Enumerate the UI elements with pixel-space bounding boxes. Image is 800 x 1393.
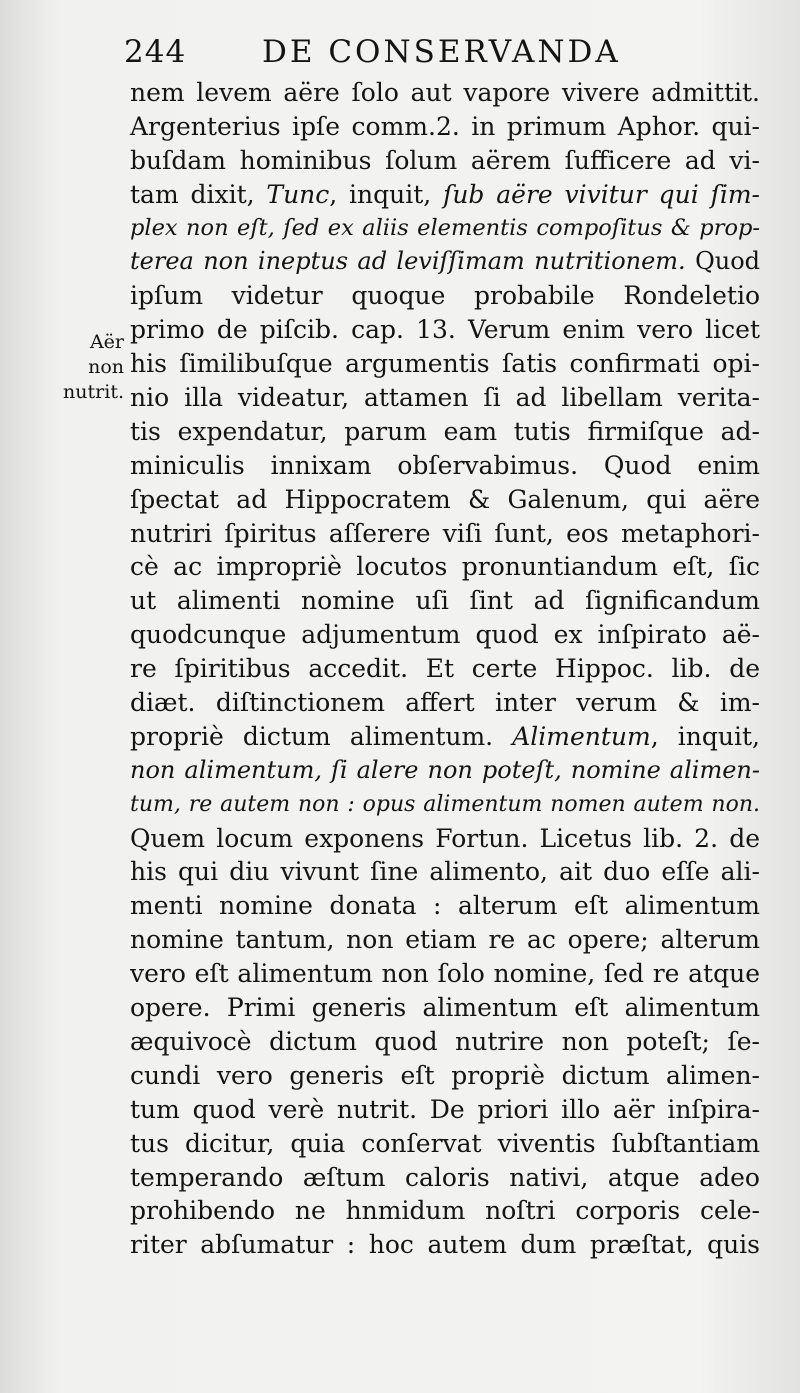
italic-text-segment: Alimentum bbox=[512, 721, 651, 751]
text-segment: tum quod verè nutrit. De priori illo aër inſpira- bbox=[130, 1094, 760, 1124]
text-line bbox=[130, 76, 760, 110]
text-segment: menti nomine donata : alterum eſt alimentum bbox=[130, 891, 760, 921]
text-segment: primo de piſcib. cap. 13. Verum enim vero licet bbox=[130, 315, 760, 345]
text-segment: Quem locum exponens Fortun. Licetus lib. 2. de bbox=[130, 823, 760, 853]
text-line bbox=[130, 550, 760, 584]
text-line bbox=[130, 517, 760, 551]
text-segment: vero eſt alimentum non ſolo nomine, ſed re atque bbox=[130, 959, 760, 989]
text-segment: buſdam hominibus ſolum aërem ſufficere ad vi- bbox=[130, 145, 760, 175]
italic-text-segment: ſub aëre vivitur qui ſim- bbox=[443, 179, 760, 209]
text-segment: tam dixit, bbox=[130, 179, 267, 209]
text-line bbox=[130, 212, 760, 246]
text-segment: diæt. diſtinctionem affert inter verum & im- bbox=[130, 688, 760, 718]
text-segment: nem levem aëre ſolo aut vapore vivere admittit. bbox=[130, 78, 760, 107]
text-segment: miniculis innixam obſervabimus. Quod enim bbox=[130, 450, 760, 480]
text-line bbox=[130, 313, 760, 347]
text-segment: , inquit, bbox=[650, 721, 760, 751]
text-segment: tis expendatur, parum eam tutis firmiſque ad- bbox=[130, 416, 760, 446]
text-segment: nomine tantum, non etiam re ac opere; alterum bbox=[130, 925, 760, 955]
text-line bbox=[130, 144, 760, 178]
text-segment: æquivocè dictum quod nutrire non poteſt; ſe- bbox=[130, 1026, 760, 1056]
italic-text-segment: plex non eſt, ſed ex aliis elementis compoſitus & prop- bbox=[130, 214, 760, 241]
text-line bbox=[130, 754, 760, 788]
text-line bbox=[130, 1194, 760, 1228]
text-line bbox=[130, 822, 760, 856]
text-segment: opere. Primi generis alimentum eſt alimentum bbox=[130, 993, 760, 1023]
text-segment: ut alimenti nomine uſi ſint ad ſignificandum bbox=[130, 586, 760, 616]
text-line bbox=[130, 686, 760, 720]
margin-note bbox=[26, 330, 124, 405]
page-number: 244 bbox=[124, 34, 187, 70]
text-segment: prohibendo ne hnmidum noſtri corporis cele- bbox=[130, 1196, 760, 1226]
page-header bbox=[124, 30, 724, 76]
text-line bbox=[130, 483, 760, 517]
text-line bbox=[130, 1025, 760, 1059]
margin-note-line: non bbox=[88, 356, 124, 378]
text-segment: Quod bbox=[685, 247, 761, 276]
text-line bbox=[130, 1127, 760, 1161]
text-line bbox=[130, 957, 760, 991]
text-line bbox=[130, 1093, 760, 1127]
text-segment: quodcunque adjumentum quod ex inſpirato aë- bbox=[130, 620, 760, 650]
text-line bbox=[130, 923, 760, 957]
text-segment: cundi vero generis eſt propriè dictum alimen- bbox=[130, 1060, 760, 1090]
text-segment: re ſpiritibus accedit. Et certe Hippoc. lib. de bbox=[130, 654, 760, 684]
body-text bbox=[130, 76, 760, 1262]
text-line bbox=[130, 415, 760, 449]
text-segment: , inquit, bbox=[329, 179, 444, 209]
text-line bbox=[130, 652, 760, 686]
text-segment: nio illa videatur, attamen ſi ad libellam verita- bbox=[130, 383, 760, 413]
text-line bbox=[130, 720, 760, 754]
italic-text-segment: Tunc bbox=[266, 179, 330, 209]
margin-note-line: nutrit. bbox=[63, 381, 124, 403]
text-segment: cè ac impropriè locutos pronuntiandum eſt, ſic bbox=[130, 552, 760, 582]
text-segment: nutriri ſpiritus aſſerere viſi ſunt, eos metaphori- bbox=[130, 518, 760, 548]
text-segment: ipſum videtur quoque probabile Rondeletio bbox=[130, 281, 760, 311]
text-line bbox=[130, 178, 760, 212]
text-segment: Argenterius ipſe comm.2. in primum Aphor. qui- bbox=[130, 111, 760, 141]
text-segment: propriè dictum alimentum. bbox=[130, 721, 513, 751]
text-line bbox=[130, 1228, 760, 1262]
text-line bbox=[130, 889, 760, 923]
text-line bbox=[130, 618, 760, 652]
text-segment: tus dicitur, quia conſervat viventis ſubſtantiam bbox=[130, 1128, 760, 1158]
text-segment: temperando æſtum caloris nativi, atque adeo bbox=[130, 1162, 760, 1192]
italic-text-segment: non alimentum, ſi alere non poteſt, nomine alimen- bbox=[130, 755, 760, 784]
text-line bbox=[130, 788, 760, 822]
text-line bbox=[130, 855, 760, 889]
text-line bbox=[130, 584, 760, 618]
text-line bbox=[130, 279, 760, 313]
text-line bbox=[130, 110, 760, 144]
text-segment: ſpectat ad Hippocratem & Galenum, qui aëre bbox=[130, 484, 760, 514]
italic-text-segment: tum, re autem non : opus alimentum nomen autem non. bbox=[130, 791, 760, 817]
text-line bbox=[130, 1059, 760, 1093]
text-line bbox=[130, 1161, 760, 1195]
text-line bbox=[130, 449, 760, 483]
running-title: DE CONSERVANDA bbox=[262, 34, 621, 70]
text-line bbox=[130, 381, 760, 415]
text-segment: riter abſumatur : hoc autem dum præſtat, quis bbox=[130, 1230, 760, 1260]
text-line bbox=[130, 991, 760, 1025]
margin-note-line: Aër bbox=[89, 331, 124, 353]
text-segment: his ſimilibuſque argumentis ſatis confirmati opi- bbox=[130, 349, 760, 379]
italic-text-segment: terea non ineptus ad leviſſimam nutritionem. bbox=[130, 247, 686, 276]
text-segment: his qui diu vivunt ſine alimento, ait duo eſſe ali- bbox=[130, 857, 760, 887]
text-line bbox=[130, 347, 760, 381]
text-line bbox=[130, 245, 760, 279]
